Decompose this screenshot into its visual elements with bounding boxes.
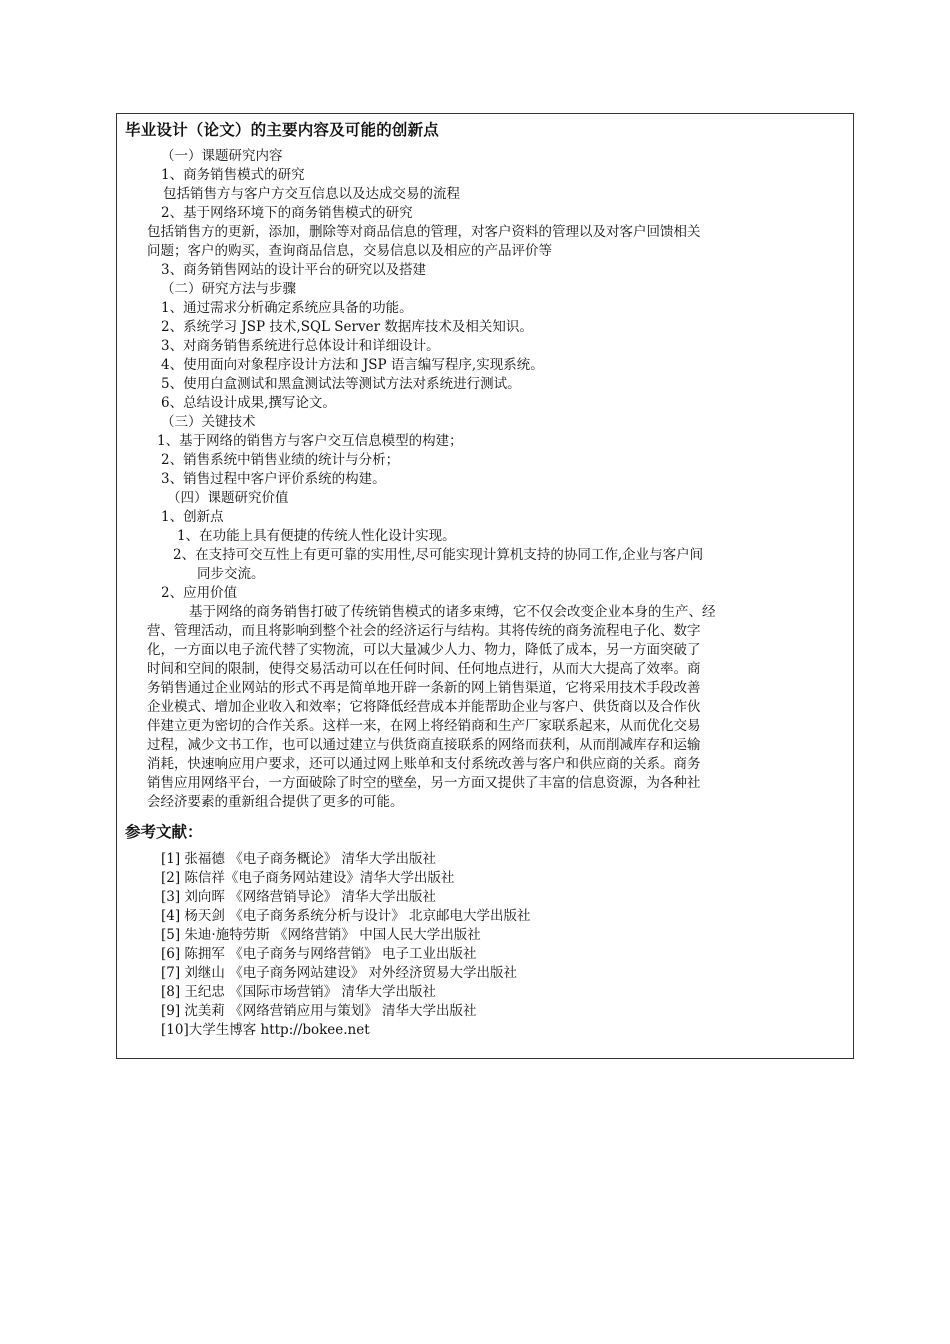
content-line: 1、在功能上具有便捷的传统人性化设计实现。 [177,528,456,544]
content-line: 同步交流。 [197,566,265,582]
content-line: 5、使用白盒测试和黑盒测试法等测试方法对系统进行测试。 [161,376,521,392]
content-line: 2、在支持可交互性上有更可靠的实用性,尽可能实现计算机支持的协同工作,企业与客户间 [173,547,704,563]
content-line: 4、使用面向对象程序设计方法和 JSP 语言编写程序,实现系统。 [161,357,544,373]
content-line: 1、商务销售模式的研究 [161,167,305,183]
content-line: 3、对商务销售系统进行总体设计和详细设计。 [161,338,440,354]
content-table-cell [116,113,854,1059]
content-line: 问题；客户的购买，查询商品信息，交易信息以及相应的产品评价等 [147,243,552,259]
content-line: 1、创新点 [161,509,224,525]
reference-item: [9] 沈美莉 《网络营销应用与策划》 清华大学出版社 [161,1003,477,1019]
content-line: 2、应用价值 [161,585,238,601]
reference-item: [6] 陈拥军 《电子商务与网络营销》 电子工业出版社 [161,946,477,962]
content-line: 2、基于网络环境下的商务销售模式的研究 [161,205,413,221]
reference-item: [5] 朱迪·施特劳斯 《网络营销》 中国人民大学出版社 [161,927,481,943]
content-line: 伴建立更为密切的合作关系。这样一来，在网上将经销商和生产厂家联系起来，从而优化交易 [147,718,701,734]
content-line: 销售应用网络平台，一方面破除了时空的壁垒，另一方面又提供了丰富的信息资源，为各种社 [147,775,701,791]
content-line: 企业模式、增加企业收入和效率；它将降低经营成本并能帮助企业与客户、供货商以及合作伙 [147,699,701,715]
content-line: 1、基于网络的销售方与客户交互信息模型的构建； [157,433,463,449]
content-line: 时间和空间的限制，使得交易活动可以在任何时间、任何地点进行，从而大大提高了效率。商 [147,661,701,677]
content-line: 2、系统学习 JSP 技术,SQL Server 数据库技术及相关知识。 [161,319,533,335]
content-line: 2、销售系统中销售业绩的统计与分析； [161,452,400,468]
reference-item: [2] 陈信祥《电子商务网站建设》清华大学出版社 [161,870,455,886]
content-line: 务销售通过企业网站的形式不再是简单地开辟一条新的网上销售渠道，它将采用技术手段改善 [147,680,701,696]
reference-item: [3] 刘向晖 《网络营销导论》 清华大学出版社 [161,889,436,905]
content-line: （三）关键技术 [161,414,256,430]
content-line: 3、销售过程中客户评价系统的构建。 [161,471,386,487]
content-line: 基于网络的商务销售打破了传统销售模式的诸多束缚，它不仅会改变企业本身的生产、经 [189,604,716,620]
content-line: 包括销售方与客户方交互信息以及达成交易的流程 [163,186,460,202]
content-line: 消耗，快速响应用户要求，还可以通过网上账单和支付系统改善与客户和供应商的关系。商务 [147,756,701,772]
content-line: 会经济要素的重新组合提供了更多的可能。 [147,794,404,810]
content-line: （四）课题研究价值 [167,490,289,506]
content-line: 包括销售方的更新，添加，删除等对商品信息的管理，对客户资料的管理以及对客户回馈相关 [147,224,701,240]
content-line: 1、通过需求分析确定系统应具备的功能。 [161,300,413,316]
content-line: 营、管理活动，而且将影响到整个社会的经济运行与结构。其将传统的商务流程电子化、数字 [147,623,701,639]
content-line: （一）课题研究内容 [161,148,283,164]
section-title: 毕业设计（论文）的主要内容及可能的创新点 [125,121,440,139]
reference-item: [4] 杨天剑 《电子商务系统分析与设计》 北京邮电大学出版社 [161,908,531,924]
reference-item: [7] 刘继山 《电子商务网站建设》 对外经济贸易大学出版社 [161,965,517,981]
content-line: 过程，减少文书工作，也可以通过建立与供货商直接联系的网络而获利，从而削减库存和运输 [147,737,701,753]
content-line: 3、商务销售网站的设计平台的研究以及搭建 [161,262,427,278]
reference-item: [10]大学生博客 http://bokee.net [161,1022,370,1038]
reference-item: [8] 王纪忠 《国际市场营销》 清华大学出版社 [161,984,436,1000]
content-line: 化，一方面以电子流代替了实物流，可以大量减少人力、物力，降低了成本，另一方面突破了 [147,642,701,658]
reference-item: [1] 张福德 《电子商务概论》 清华大学出版社 [161,851,436,867]
content-line: （二）研究方法与步骤 [161,281,296,297]
references-title: 参考文献： [125,823,203,841]
content-line: 6、总结设计成果,撰写论文。 [161,395,336,411]
